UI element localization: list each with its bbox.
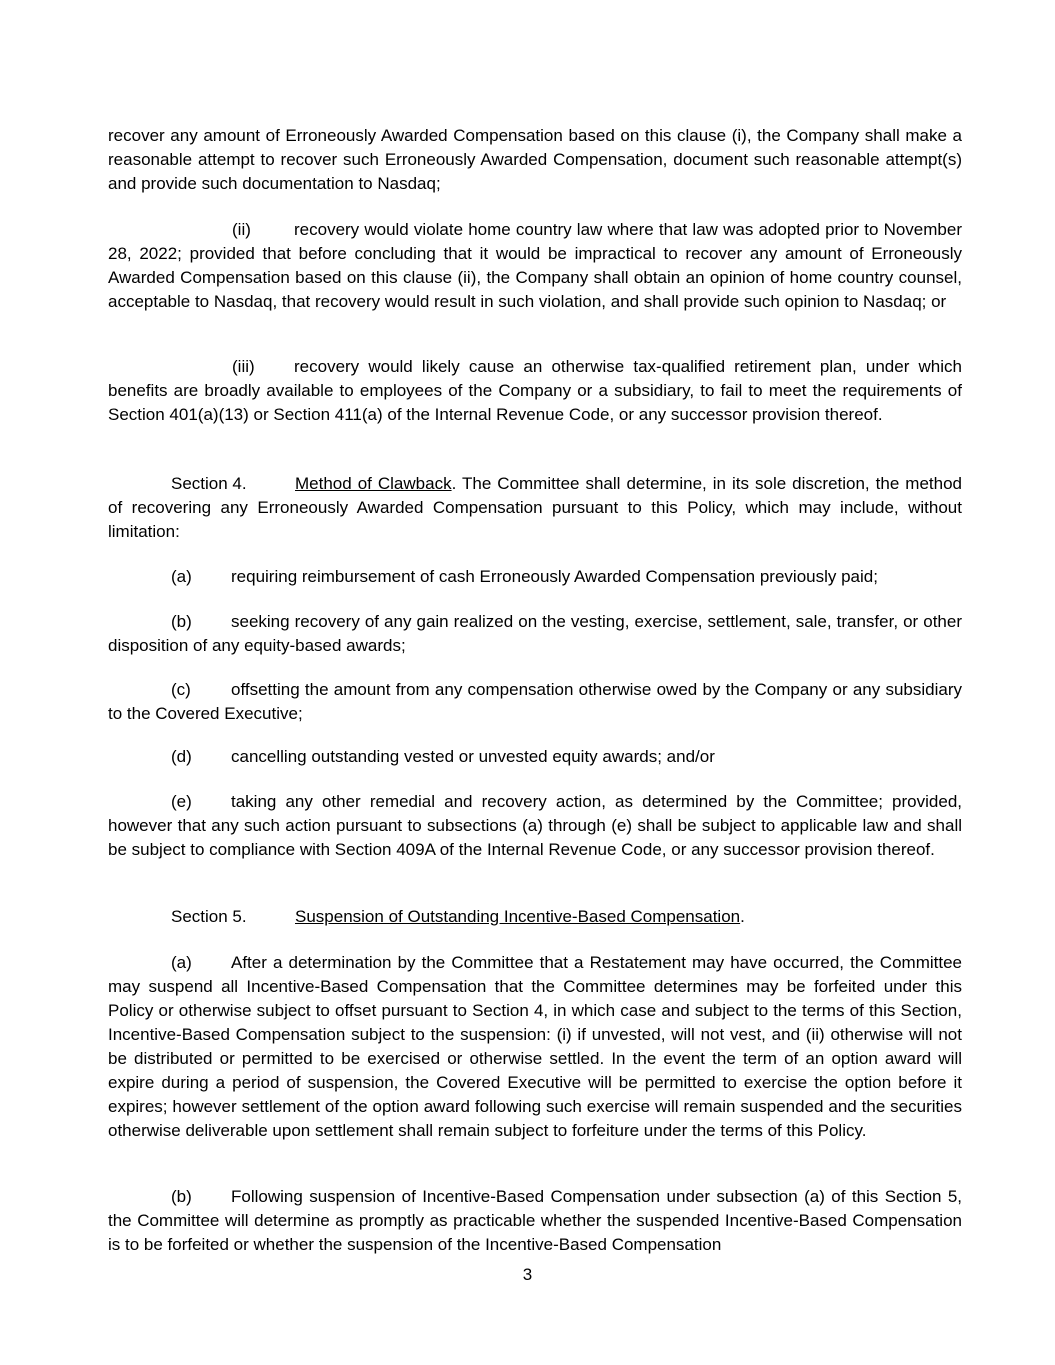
section-5-title: Suspension of Outstanding Incentive-Based Compensation [295, 907, 741, 926]
item-a [108, 565, 962, 589]
paragraph-clause-iii [108, 355, 962, 427]
page-number: 3 [522, 1265, 533, 1284]
item-d [108, 745, 962, 769]
item-e [108, 790, 962, 862]
clause-iii-label: (iii) [232, 357, 255, 376]
section-5a-text: After a determination by the Committee that a Restatement may have occurred, the Committee may suspend all Incentive-Based Compensation that the Committee determines may be forfeited under this Policy or otherwise subject to offset pursuant to Section 4, in which case and subject to the terms of this Section, Incentive-Based Compensation subject to the suspension: (i) if unvested, will not vest, and (ii) otherwise will not be distributed or permitted to be exercised or otherwise settled. In the event the term of an option award will expire during a period of suspension, the Covered Executive will be permitted to exercise the option before it expires; however settlement of the option award following such exercise will remain suspended and the securities otherwise deliverable upon settlement shall remain subject to forfeiture under the terms of this Policy. [108, 953, 962, 1140]
clause-ii-label: (ii) [232, 220, 251, 239]
item-c-label: (c) [171, 680, 191, 699]
section-5a-label: (a) [171, 953, 192, 972]
paragraph-clause-i-continued: recover any amount of Erroneously Awarded Compensation based on this clause (i), the Company shall make a reasonable attempt to recover such Erroneously Awarded Compensation, document such reasonable attempt(s) and provide such documentation to Nasdaq; [108, 126, 962, 193]
clause-iii-text: recovery would likely cause an otherwise tax-qualified retirement plan, under which benefits are broadly available to employees of the Company or a subsidiary, to fail to meet the requirements of Section 401(a)(13) or Section 411(a) of the Internal Revenue Code, or any successor provision thereof. [108, 357, 962, 424]
section-4-text: . The Committee shall determine, in its sole discretion, the method of recovering any Erroneously Awarded Compensation pursuant to this Policy, which may include, without limitation: [108, 474, 962, 541]
item-a-text: requiring reimbursement of cash Erroneously Awarded Compensation previously paid; [231, 567, 878, 586]
section-5-number: Section 5. [171, 907, 247, 926]
section-5b [108, 1185, 962, 1257]
item-e-label: (e) [171, 792, 192, 811]
section-4-title: Method of Clawback [295, 474, 452, 493]
paragraph-clause-ii [108, 218, 962, 314]
clause-ii-text: recovery would violate home country law where that law was adopted prior to November 28, 2022; provided that before concluding that it would be impractical to recover any amount of Erroneously Awarded Compensation based on this clause (ii), the Company shall obtain an opinion of home country counsel, acceptable to Nasdaq, that recovery would result in such violation, and shall provide such opinion to Nasdaq; or [108, 220, 962, 311]
item-b [108, 610, 962, 658]
item-e-text: taking any other remedial and recovery action, as determined by the Committee; provided, however that any such action pursuant to subsections (a) through (e) shall be subject to applicable law and shall be subject to compliance with Section 409A of the Internal Revenue Code, or any successor provision thereof. [108, 792, 962, 859]
item-b-text: seeking recovery of any gain realized on the vesting, exercise, settlement, sale, transfer, or other disposition of any equity-based awards; [108, 612, 962, 655]
item-c [108, 678, 962, 726]
section-5a [108, 951, 962, 1143]
item-d-label: (d) [171, 747, 192, 766]
section-5b-text: Following suspension of Incentive-Based Compensation under subsection (a) of this Section 5, the Committee will determine as promptly as practicable whether the suspended Incentive-Based Compensation is to be forfeited or whether the suspension of the Incentive-Based Compensation [108, 1187, 962, 1254]
section-4-paragraph [108, 472, 962, 544]
item-a-label: (a) [171, 567, 192, 586]
item-b-label: (b) [171, 612, 192, 631]
section-5-heading: Section 5. Suspension of Outstanding Incentive-Based Compensation. [108, 905, 962, 929]
section-4-number: Section 4. [171, 474, 247, 493]
item-d-text: cancelling outstanding vested or unvested equity awards; and/or [231, 747, 715, 766]
section-5b-label: (b) [171, 1187, 192, 1206]
item-c-text: offsetting the amount from any compensation otherwise owed by the Company or any subsidiary to the Covered Executive; [108, 680, 962, 723]
